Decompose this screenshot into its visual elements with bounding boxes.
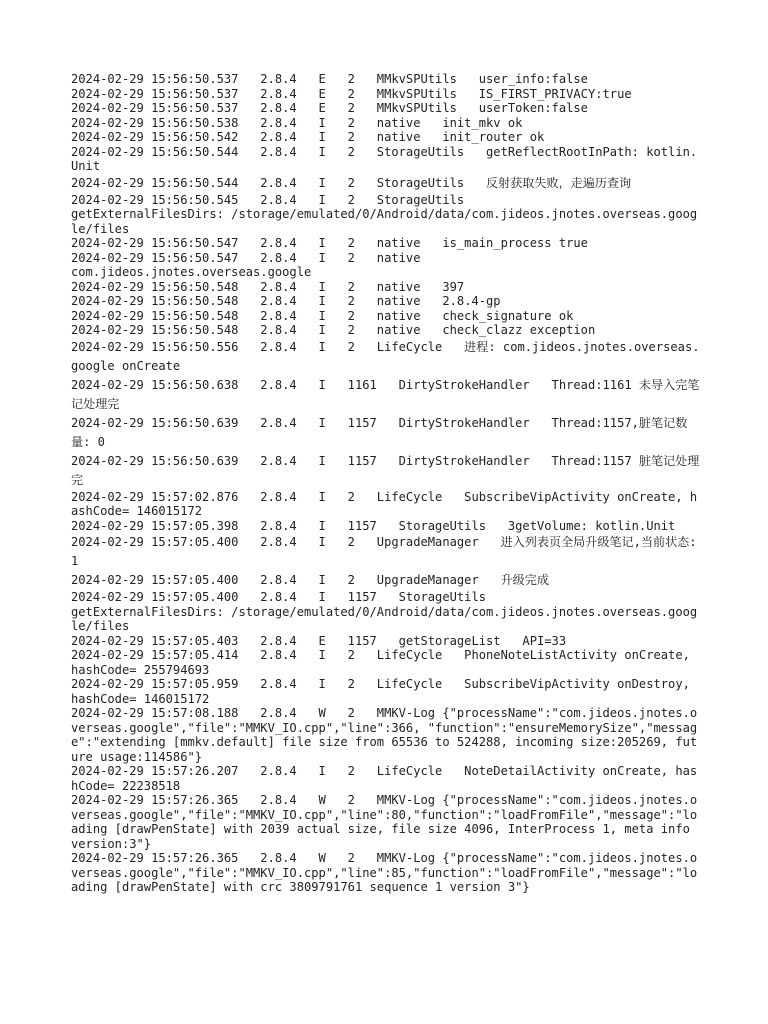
- log-entry: 2024-02-29 15:56:50.544 2.8.4 I 2 StorageUtils 反射获取失败，走遍历查询: [71, 175, 632, 190]
- log-entry: 2024-02-29 15:57:02.876 2.8.4 I 2 LifeCycle SubscribeVipActivity onCreate, hashCode= 146015172: [71, 489, 698, 518]
- log-text-block: [71, 72, 704, 895]
- log-entry: 2024-02-29 15:56:50.548 2.8.4 I 2 native check_signature ok: [71, 308, 574, 323]
- log-entry: com.jideos.jnotes.overseas.google: [71, 265, 312, 279]
- log-entry: 2024-02-29 15:56:50.639 2.8.4 I 1157 DirtyStrokeHandler Thread:1157,脏笔记数量: 0: [71, 415, 688, 449]
- log-entry: 2024-02-29 15:56:50.548 2.8.4 I 2 native 397: [71, 279, 465, 294]
- log-entry: 2024-02-29 15:57:05.400 2.8.4 I 1157 StorageUtils: [71, 590, 487, 604]
- log-entry: 2024-02-29 15:56:50.544 2.8.4 I 2 StorageUtils getReflectRootInPath: kotlin.Unit: [71, 144, 698, 173]
- log-entry: 2024-02-29 15:56:50.547 2.8.4 I 2 native is_main_process true: [71, 236, 588, 250]
- log-entry: 2024-02-29 15:56:50.639 2.8.4 I 1157 DirtyStrokeHandler Thread:1157 脏笔记处理完: [71, 453, 700, 487]
- log-entry: 2024-02-29 15:56:50.545 2.8.4 I 2 StorageUtils: [71, 192, 465, 207]
- log-entry: 2024-02-29 15:56:50.547 2.8.4 I 2 native: [71, 250, 421, 265]
- log-entry: 2024-02-29 15:56:50.548 2.8.4 I 2 native check_clazz exception: [71, 323, 596, 337]
- log-entry: 2024-02-29 15:57:05.403 2.8.4 E 1157 getStorageList API=33: [71, 633, 567, 648]
- log-entry: 2024-02-29 15:56:50.638 2.8.4 I 1161 DirtyStrokeHandler Thread:1161 未导入完笔记处理完: [71, 377, 700, 411]
- log-entry: getExternalFilesDirs: /storage/emulated/0/Android/data/com.jideos.jnotes.overseas.google/files: [71, 207, 698, 236]
- log-entry: 2024-02-29 15:56:50.538 2.8.4 I 2 native init_mkv ok: [71, 115, 523, 130]
- log-entry: 2024-02-29 15:56:50.556 2.8.4 I 2 LifeCycle 进程: com.jideos.jnotes.overseas.google onCreate: [71, 339, 700, 373]
- log-entry: 2024-02-29 15:57:05.400 2.8.4 I 2 UpgradeManager 进入列表页全局升级笔记,当前状态: 1: [71, 535, 704, 568]
- log-entry: 2024-02-29 15:57:05.398 2.8.4 I 1157 StorageUtils 3getVolume: kotlin.Unit: [71, 518, 676, 533]
- log-entry: 2024-02-29 15:57:26.207 2.8.4 I 2 LifeCycle NoteDetailActivity onCreate, hashCode= 22238518: [71, 764, 698, 793]
- log-entry: 2024-02-29 15:57:05.400 2.8.4 I 2 UpgradeManager 升级完成: [71, 573, 549, 587]
- log-entry: 2024-02-29 15:56:50.548 2.8.4 I 2 native 2.8.4-gp: [71, 294, 501, 308]
- log-entry: 2024-02-29 15:56:50.537 2.8.4 E 2 MMkvSPUtils userToken:false: [71, 101, 588, 115]
- log-entry: 2024-02-29 15:57:05.414 2.8.4 I 2 LifeCycle PhoneNoteListActivity onCreate, hashCode= 255794693: [71, 648, 698, 677]
- log-entry: getExternalFilesDirs: /storage/emulated/0/Android/data/com.jideos.jnotes.overseas.google/files: [71, 604, 698, 633]
- log-entry: 2024-02-29 15:57:08.188 2.8.4 W 2 MMKV-Log {"processName":"com.jideos.jnotes.overseas.google","file":"MMKV_IO.cpp","line":366, "function":"ensureMemorySize","message":"extending [mmkv.default] file size from 65536 to 524288, incoming size:205269, future usage:114586"}: [71, 706, 698, 764]
- log-entry: 2024-02-29 15:56:50.537 2.8.4 E 2 MMkvSPUtils IS_FIRST_PRIVACY:true: [71, 86, 632, 101]
- log-entry: 2024-02-29 15:57:26.365 2.8.4 W 2 MMKV-Log {"processName":"com.jideos.jnotes.overseas.google","file":"MMKV_IO.cpp","line":80,"function":"loadFromFile","message":"loading [drawPenState] with 2039 actual size, file size 4096, InterProcess 1, meta info version:3"}: [71, 793, 698, 851]
- log-entry: 2024-02-29 15:57:05.959 2.8.4 I 2 LifeCycle SubscribeVipActivity onDestroy, hashCode= 146015172: [71, 677, 698, 706]
- log-entry: 2024-02-29 15:57:26.365 2.8.4 W 2 MMKV-Log {"processName":"com.jideos.jnotes.overseas.google","file":"MMKV_IO.cpp","line":85,"function":"loadFromFile","message":"loading [drawPenState] with crc 3809791761 sequence 1 version 3"}: [71, 851, 698, 894]
- log-entry: 2024-02-29 15:56:50.542 2.8.4 I 2 native init_router ok: [71, 130, 545, 144]
- log-entry: 2024-02-29 15:56:50.537 2.8.4 E 2 MMkvSPUtils user_info:false: [71, 72, 588, 86]
